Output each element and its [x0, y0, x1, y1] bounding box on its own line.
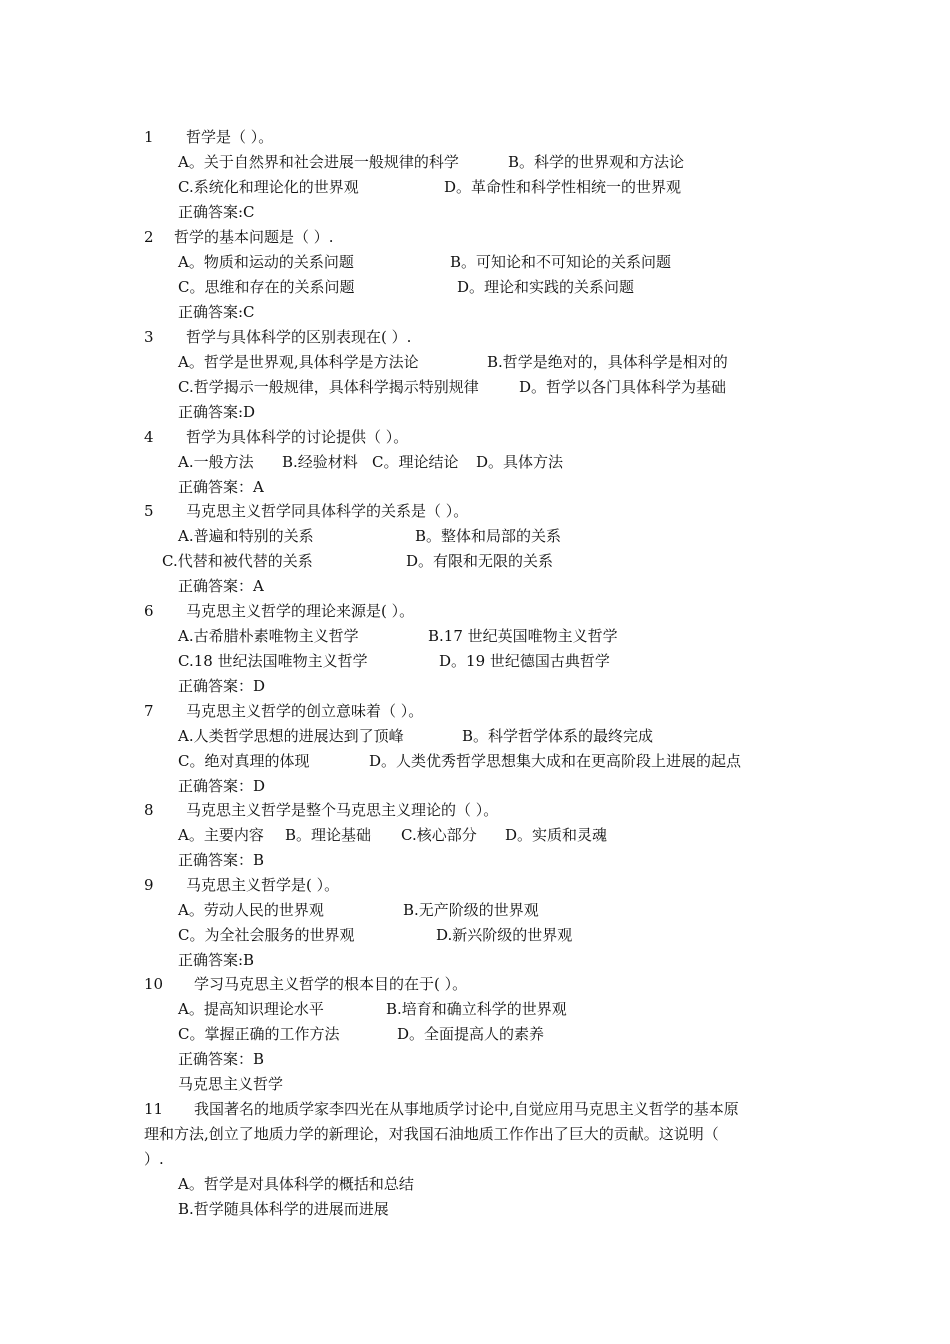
option-b: B.培育和确立科学的世界观 [386, 1000, 567, 1018]
question-number: 10 [144, 975, 164, 993]
answer: 正确答案：D [178, 677, 266, 695]
question-text: 学习马克思主义哲学的根本目的在于( ）。 [194, 975, 468, 993]
answer: 正确答案：A [178, 478, 264, 496]
option-a: A。哲学是对具体科学的概括和总结 [178, 1175, 414, 1193]
answer: 正确答案：B [178, 851, 265, 869]
answer: 正确答案:B [178, 951, 255, 969]
answer: 正确答案：B [178, 1050, 265, 1068]
question-number: 3 [144, 328, 154, 346]
option-c: C。为全社会服务的世界观 [178, 926, 355, 944]
option-c: C.18 世纪法国唯物主义哲学 [178, 652, 368, 670]
option-d: D。有限和无限的关系 [406, 552, 554, 570]
answer: 正确答案:C [178, 303, 255, 321]
option-a: A。主要内容 [178, 826, 264, 844]
option-d: D.新兴阶级的世界观 [436, 926, 573, 944]
option-a: A.一般方法 [178, 453, 254, 471]
option-a: A。关于自然界和社会进展一般规律的科学 [178, 153, 459, 171]
answer: 正确答案:C [178, 203, 255, 221]
option-a: A。物质和运动的关系问题 [178, 253, 354, 271]
question-text: 马克思主义哲学的创立意味着（ ）。 [186, 702, 424, 720]
question-number: 11 [144, 1100, 164, 1118]
option-d: D。全面提高人的素养 [397, 1025, 545, 1043]
answer: 正确答案：A [178, 577, 264, 595]
option-b: B.哲学是绝对的，具体科学是相对的 [487, 353, 728, 371]
option-b: B。科学的世界观和方法论 [508, 153, 685, 171]
section-title: 马克思主义哲学 [178, 1075, 284, 1093]
answer: 正确答案：D [178, 777, 266, 795]
option-d: D。人类优秀哲学思想集大成和在更高阶段上进展的起点 [369, 752, 742, 770]
option-b: B。可知论和不可知论的关系问题 [450, 253, 672, 271]
question-text: 马克思主义哲学同具体科学的关系是（ ）。 [186, 502, 469, 520]
option-b: B.无产阶级的世界观 [403, 901, 539, 919]
option-d: D。理论和实践的关系问题 [457, 278, 635, 296]
question-number: 6 [144, 602, 154, 620]
option-a: A.人类哲学思想的进展达到了顶峰 [178, 727, 404, 745]
option-b: B.17 世纪英国唯物主义哲学 [428, 627, 618, 645]
option-d: D。具体方法 [476, 453, 564, 471]
question-text-line-3: ）. [144, 1150, 164, 1168]
option-d: D。19 世纪德国古典哲学 [439, 652, 610, 670]
option-d: D。革命性和科学性相统一的世界观 [444, 178, 682, 196]
option-c: C.系统化和理论化的世界观 [178, 178, 359, 196]
question-text: 哲学的基本问题是（ ）. [174, 228, 334, 246]
question-text-line-1: 我国著名的地质学家李四光在从事地质学讨论中,自觉应用马克思主义哲学的基本原 [194, 1100, 739, 1118]
question-number: 4 [144, 428, 154, 446]
option-c: C.核心部分 [401, 826, 477, 844]
question-number: 9 [144, 876, 154, 894]
option-b: B.哲学随具体科学的进展而进展 [178, 1200, 389, 1218]
question-number: 5 [144, 502, 154, 520]
question-number: 2 [144, 228, 154, 246]
question-number: 7 [144, 702, 154, 720]
question-text: 马克思主义哲学的理论来源是( ）。 [186, 602, 415, 620]
option-a: A。提高知识理论水平 [178, 1000, 324, 1018]
question-text: 马克思主义哲学是( ）。 [186, 876, 340, 894]
question-text: 哲学与具体科学的区别表现在( ）. [186, 328, 412, 346]
question-number: 8 [144, 801, 154, 819]
option-a: A。哲学是世界观,具体科学是方法论 [178, 353, 419, 371]
option-c: C。绝对真理的体现 [178, 752, 310, 770]
option-c: C.代替和被代替的关系 [162, 552, 313, 570]
option-d: D。哲学以各门具体科学为基础 [519, 378, 727, 396]
option-a: A。劳动人民的世界观 [178, 901, 324, 919]
question-text: 哲学为具体科学的讨论提供（ ）。 [186, 428, 409, 446]
option-b: B.经验材料 [282, 453, 358, 471]
question-text: 哲学是（ ）。 [186, 128, 274, 146]
option-b: B。整体和局部的关系 [415, 527, 562, 545]
option-a: A.普遍和特别的关系 [178, 527, 314, 545]
question-text: 马克思主义哲学是整个马克思主义理论的（ ）。 [186, 801, 499, 819]
option-c: C。思维和存在的关系问题 [178, 278, 355, 296]
option-b: B。科学哲学体系的最终完成 [462, 727, 654, 745]
option-d: D。实质和灵魂 [505, 826, 608, 844]
question-text-line-2: 理和方法,创立了地质力学的新理论，对我国石油地质工作作出了巨大的贡献。这说明（ [144, 1125, 719, 1143]
option-c: C。掌握正确的工作方法 [178, 1025, 340, 1043]
option-a: A.古希腊朴素唯物主义哲学 [178, 627, 359, 645]
option-b: B。理论基础 [285, 826, 372, 844]
option-c: C.哲学揭示一般规律，具体科学揭示特别规律 [178, 378, 479, 396]
option-c: C。理论结论 [372, 453, 459, 471]
question-number: 1 [144, 128, 154, 146]
answer: 正确答案:D [178, 403, 256, 421]
